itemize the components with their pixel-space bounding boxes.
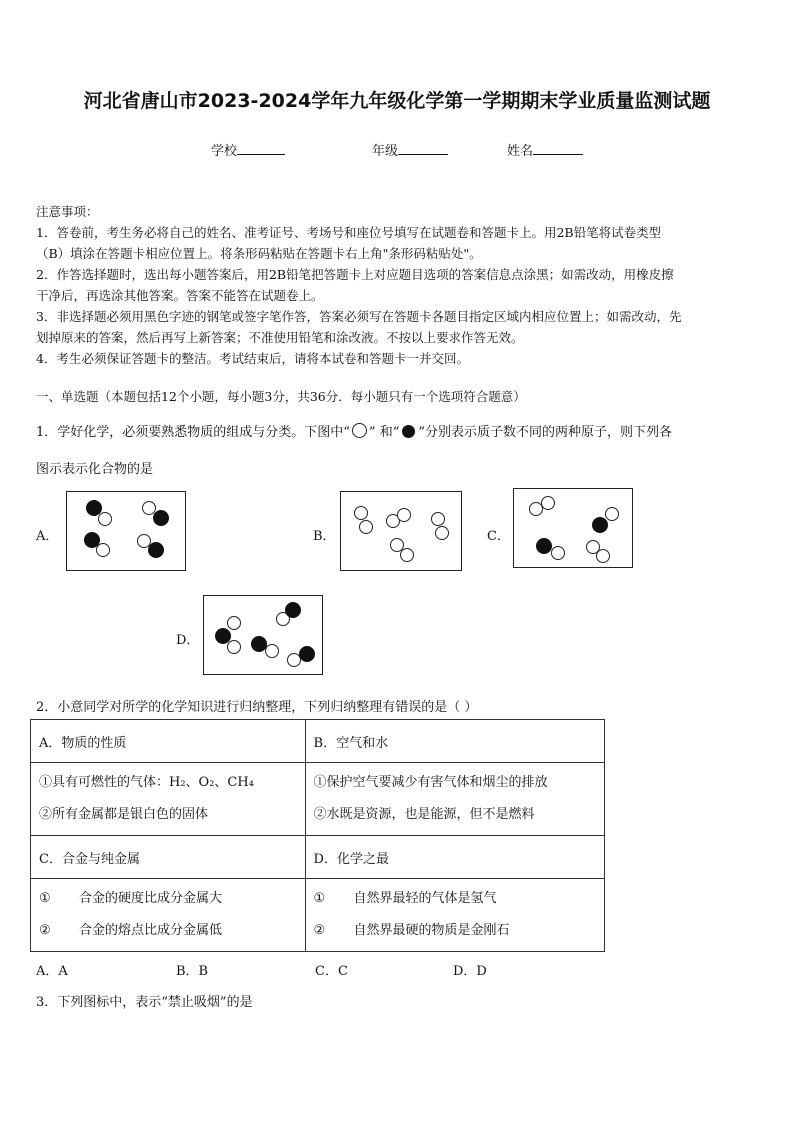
- question-1-text: ” 和“: [368, 425, 400, 440]
- cell-b-heading: B．空气和水: [305, 720, 604, 763]
- white-atom: [400, 548, 414, 562]
- option-d-label: D．: [176, 633, 200, 648]
- cell-b-content: [305, 763, 604, 836]
- question-1-stem: [36, 421, 672, 440]
- cell-d-content: [305, 879, 604, 952]
- question-2-stem: 2．小意同学对所学的化学知识进行归纳整理，下列归纳整理有错误的是（ ）: [36, 700, 478, 715]
- option-b-diagram: [340, 491, 462, 571]
- item-text: 合金的熔点比成分金属低: [79, 923, 223, 938]
- name-field: [507, 140, 583, 159]
- name-label: 姓名: [507, 144, 534, 159]
- black-atom: [285, 602, 301, 618]
- name-blank: [533, 141, 583, 155]
- white-atom: [605, 507, 619, 521]
- question-1-text: ”分别表示质子数不同的两种原子，则下列各: [418, 425, 673, 440]
- cell-c-item-1: [39, 883, 297, 915]
- white-atom: [98, 512, 112, 526]
- section-heading: 一、单选题（本题包括12个小题，每小题3分，共36分．每小题只有一个选项符合题意）: [36, 389, 526, 404]
- white-atom: [435, 526, 449, 540]
- notice-line: 干净后，再选涂其他答案。答案不能答在试题卷上。: [36, 288, 324, 303]
- item-number: ②: [313, 923, 326, 938]
- option-a-diagram: [66, 491, 186, 571]
- option-d-diagram: [203, 595, 323, 675]
- black-atom: [299, 646, 315, 662]
- item-text: 合金的硬度比成分金属大: [79, 891, 223, 906]
- white-atom: [96, 543, 110, 557]
- cell-a-heading: A．物质的性质: [31, 720, 306, 763]
- cell-b-item-2: ②水既是资源，也是能源，但不是燃料: [313, 807, 535, 822]
- cell-d-item-1: [314, 883, 596, 915]
- white-atom: [431, 512, 445, 526]
- option-c-label: C．: [487, 529, 510, 544]
- answer-option-a: A．A: [36, 964, 68, 979]
- notice-line: 3．非选择题必须用黑色字迹的钢笔或签字笔作答，答案必须写在答题卡各题目指定区域内相应位置上；如需改动，先: [36, 309, 682, 324]
- item-number: ①: [39, 891, 51, 906]
- cell-b-item-1: ①保护空气要减少有害气体和烟尘的排放: [313, 775, 548, 790]
- black-atom: [153, 510, 169, 526]
- grade-label: 年级: [372, 144, 399, 159]
- black-atom: [592, 517, 608, 533]
- cell-a-item-1: ①具有可燃性的气体：H₂、O₂、CH₄: [39, 775, 254, 790]
- option-b-label: B．: [313, 529, 336, 544]
- cell-d-item-2: [314, 915, 596, 947]
- white-atom-legend: [352, 423, 367, 438]
- school-blank: [237, 141, 285, 155]
- white-atom: [265, 644, 279, 658]
- answer-option-c: C．C: [315, 964, 348, 979]
- white-atom: [596, 549, 610, 563]
- white-atom: [227, 616, 241, 630]
- white-atom: [397, 508, 411, 522]
- white-atom: [227, 640, 241, 654]
- notice-heading: 注意事项：: [36, 204, 99, 219]
- question-1-text: 1．学好化学，必须要熟悉物质的组成与分类。下图中“: [36, 425, 350, 440]
- notice-line: 1．答卷前，考生务必将自己的姓名、准考证号、考场号和座位号填写在试题卷和答题卡上。用2B铅笔将试卷类型: [36, 225, 662, 240]
- grade-blank: [398, 141, 448, 155]
- question-1-stem-line2: 图示表示化合物的是: [36, 462, 154, 477]
- item-number: ①: [313, 891, 326, 906]
- cell-c-item-2: [39, 915, 297, 947]
- white-atom: [354, 506, 368, 520]
- cell-c-content: [31, 879, 306, 952]
- black-atom: [148, 542, 164, 558]
- black-atom-legend: [402, 425, 415, 438]
- item-text: 自然界最轻的气体是氢气: [353, 891, 497, 906]
- item-text: 自然界最硬的物质是金刚石: [353, 923, 510, 938]
- answer-option-d: D．D: [453, 964, 487, 979]
- notice-line: 4．考生必须保证答题卡的整洁。考试结束后，请将本试卷和答题卡一并交回。: [36, 351, 469, 366]
- grade-field: [372, 140, 448, 159]
- black-atom: [536, 538, 552, 554]
- white-atom: [551, 546, 565, 560]
- notice-line: （B）填涂在答题卡相应位置上。将条形码粘贴在答题卡右上角"条形码粘贴处"。: [36, 246, 482, 261]
- school-field: [211, 140, 285, 159]
- notice-line: 2．作答选择题时，选出每小题答案后，用2B铅笔把答题卡上对应题目选项的答案信息点涂黑；如需改动，用橡皮擦: [36, 267, 674, 282]
- option-c-diagram: [513, 488, 633, 568]
- cell-a-item-2: ②所有金属都是银白色的固体: [39, 807, 209, 822]
- cell-a-content: [31, 763, 306, 836]
- school-label: 学校: [211, 144, 238, 159]
- notice: [36, 201, 758, 369]
- option-a-label: A．: [36, 529, 59, 544]
- page-title: 河北省唐山市2023-2024学年九年级化学第一学期期末学业质量监测试题: [83, 90, 711, 112]
- cell-d-heading: D．化学之最: [305, 836, 604, 879]
- item-number: ②: [39, 923, 51, 938]
- white-atom: [359, 520, 373, 534]
- answer-option-b: B．B: [176, 964, 209, 979]
- question-2-table: [30, 719, 605, 952]
- notice-line: 划掉原来的答案，然后再写上新答案；不准使用铅笔和涂改液。不按以上要求作答无效。: [36, 330, 524, 345]
- white-atom: [541, 496, 555, 510]
- question-3-stem: 3．下列图标中，表示“禁止吸烟”的是: [36, 995, 253, 1010]
- cell-c-heading: C．合金与纯金属: [31, 836, 306, 879]
